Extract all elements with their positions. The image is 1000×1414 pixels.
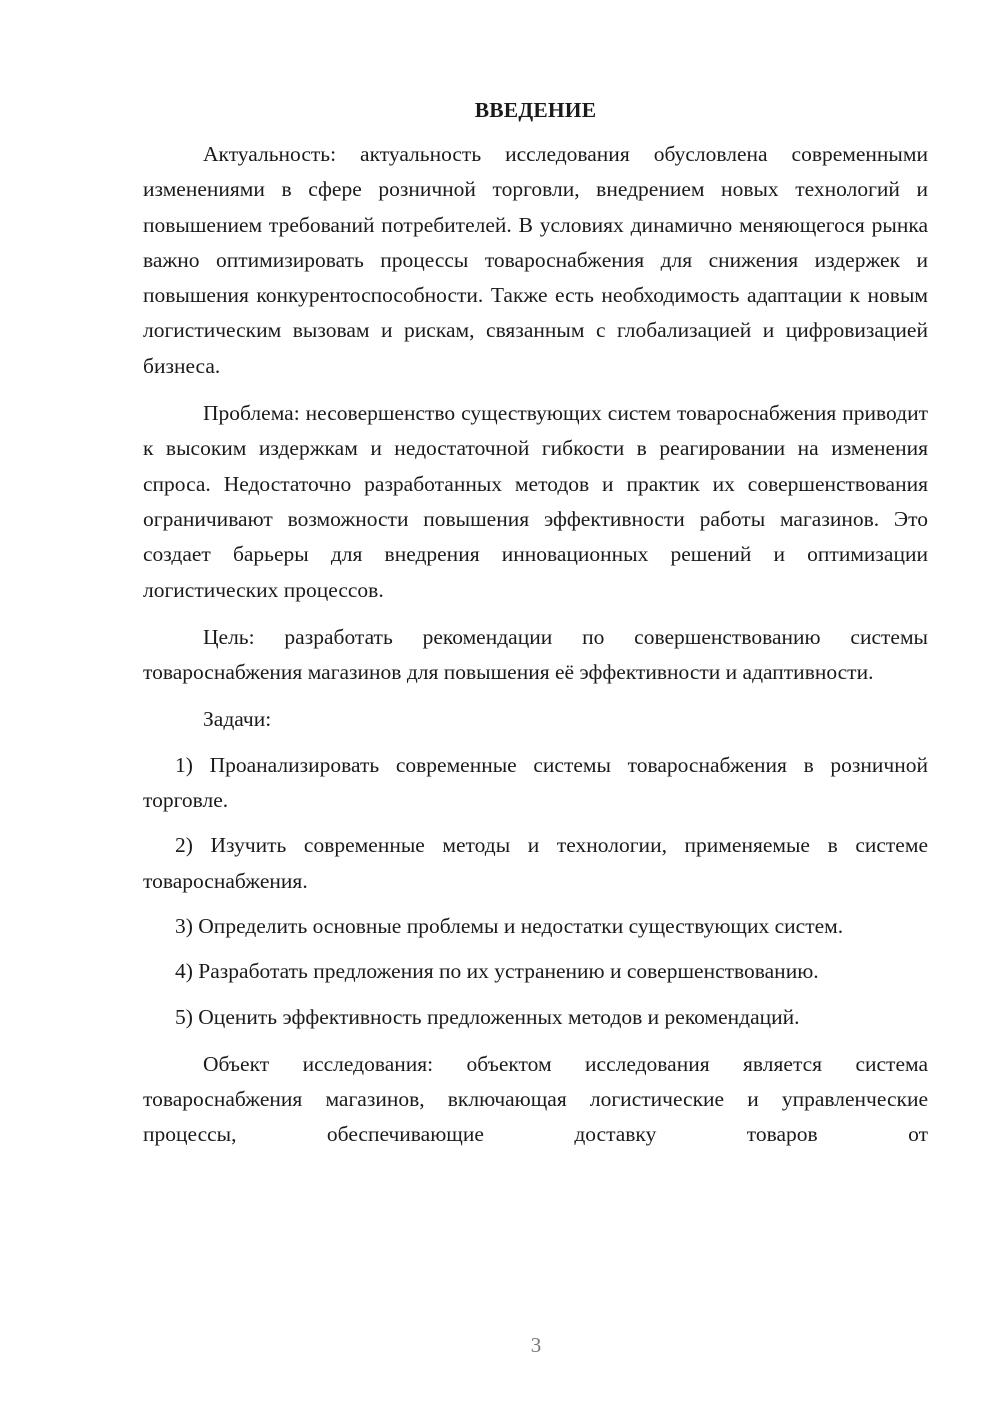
paragraph-relevance: Актуальность: актуальность исследования обусловлена современными изменениями в сфере розничной торговли, внедрением новых технологий и повышением требований потребителей. В условиях динамично меняющегося рынка важно оптимизировать процессы товароснабжения для снижения издержек и повышения конкурентоспособности. Также есть необходимость адаптации к новым логистическим вызовам и рискам, связанным с глобализацией и цифровизацией бизнеса. bbox=[143, 142, 928, 378]
document-page bbox=[143, 94, 928, 1153]
task-item-4: 4) Разработать предложения по их устранению и совершенствованию. bbox=[175, 959, 819, 984]
task-item-5: 5) Оценить эффективность предложенных методов и рекомендаций. bbox=[175, 1004, 800, 1029]
paragraph-goal: Цель: разработать рекомендации по совершенствованию системы товароснабжения магазинов для повышения её эффективности и адаптивности. bbox=[143, 624, 928, 685]
tasks-heading: Задачи: bbox=[203, 707, 272, 732]
paragraph-object: Объект исследования: объектом исследования является система товароснабжения магазинов, включающая логистические и управленческие процессы, обеспечивающие доставку товаров от bbox=[143, 1051, 928, 1147]
task-item-3: 3) Определить основные проблемы и недостатки существующих систем. bbox=[175, 913, 844, 938]
section-title: ВВЕДЕНИЕ bbox=[474, 98, 597, 122]
task-item-2: 2) Изучить современные методы и технологии, применяемые в системе товароснабжения. bbox=[143, 833, 928, 893]
page-number: 3 bbox=[530, 1333, 542, 1357]
task-item-1: 1) Проанализировать современные системы товароснабжения в розничной торговле. bbox=[143, 752, 928, 813]
paragraph-problem: Проблема: несовершенство существующих систем товароснабжения приводит к высоким издержкам и недостаточной гибкости в реагировании на изменения спроса. Недостаточно разработанных методов и практик их совершенствования ограничивают возможности повышения эффективности работы магазинов. Это создает барьеры для внедрения инновационных решений и оптимизации логистических процессов. bbox=[143, 401, 928, 602]
